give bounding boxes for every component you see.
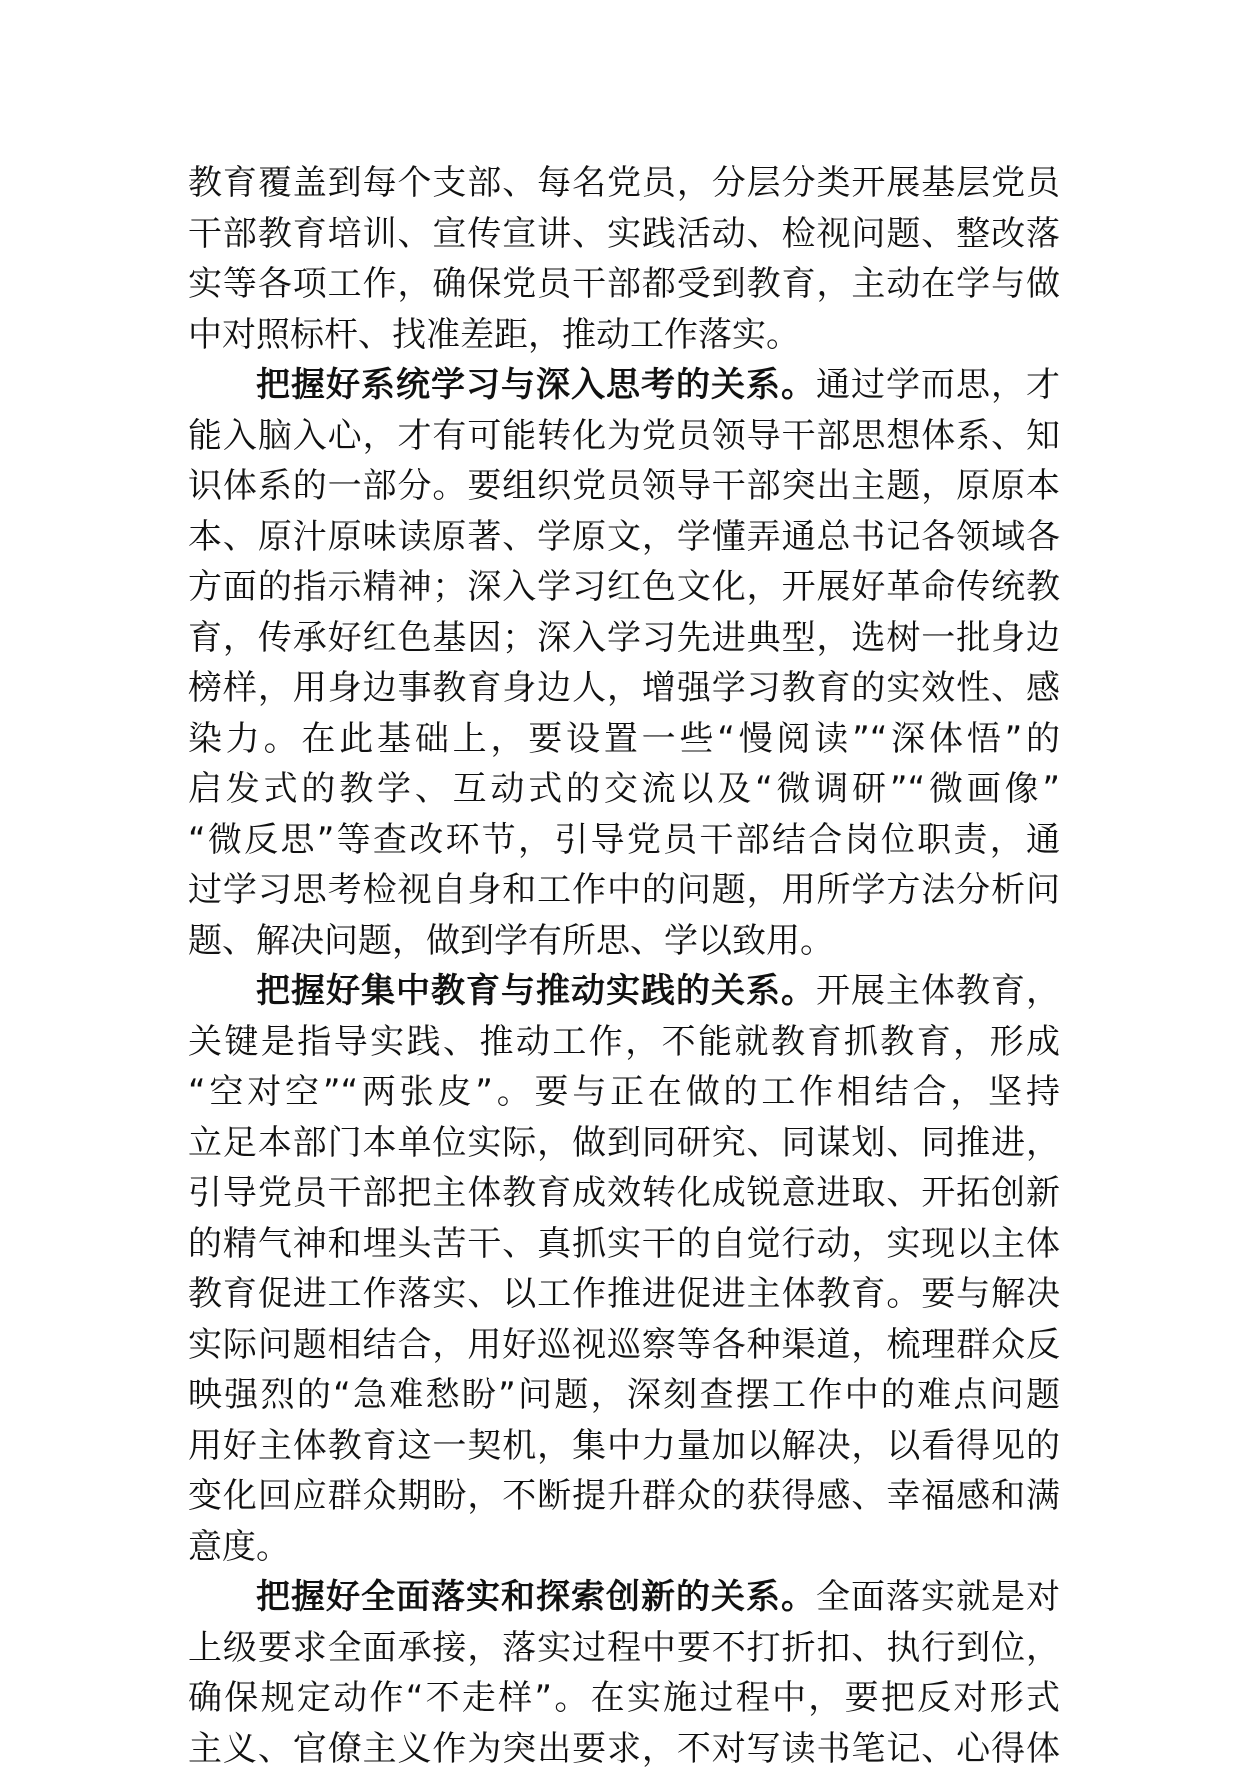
text-line-rest: 全面落实就是对 [816,1577,1060,1617]
text-line: 实际问题相结合，用好巡视巡察等各种渠道，梳理群众反 [188,1320,1060,1371]
text-line: 立足本部门本单位实际，做到同研究、同谋划、同推进， [188,1118,1060,1169]
document-body [188,158,1060,1774]
paragraph-heading: 把握好系统学习与深入思考的关系。 [256,365,816,405]
text-line [188,1572,1060,1623]
text-line: 方面的指示精神；深入学习红色文化，开展好革命传统教 [188,562,1060,613]
paragraph-4 [188,1572,1060,1774]
text-line: 题、解决问题，做到学有所思、学以致用。 [188,916,1060,967]
text-line: 映强烈的“急难愁盼”问题，深刻查摆工作中的难点问题 [188,1370,1060,1421]
text-line: 的精气神和埋头苦干、真抓实干的自觉行动，实现以主体 [188,1219,1060,1270]
paragraph-heading: 把握好全面落实和探索创新的关系。 [256,1577,816,1617]
text-line: 启发式的教学、互动式的交流以及“微调研”“微画像” [188,764,1060,815]
text-line: 教育覆盖到每个支部、每名党员，分层分类开展基层党员 [188,158,1060,209]
text-line: “空对空”“两张皮”。要与正在做的工作相结合，坚持 [188,1067,1060,1118]
text-line-rest: 开展主体教育， [816,971,1060,1011]
paragraph-3 [188,966,1060,1572]
text-line [188,966,1060,1017]
text-line: 育，传承好红色基因；深入学习先进典型，选树一批身边 [188,613,1060,664]
text-line: 染力。在此基础上，要设置一些“慢阅读”“深体悟”的 [188,714,1060,765]
text-line: 识体系的一部分。要组织党员领导干部突出主题，原原本 [188,461,1060,512]
paragraph-2 [188,360,1060,966]
text-line: 用好主体教育这一契机，集中力量加以解决，以看得见的 [188,1421,1060,1472]
text-line: 能入脑入心，才有可能转化为党员领导干部思想体系、知 [188,411,1060,462]
text-line: 干部教育培训、宣传宣讲、实践活动、检视问题、整改落 [188,209,1060,260]
text-line [188,360,1060,411]
text-line: 上级要求全面承接，落实过程中要不打折扣、执行到位， [188,1623,1060,1674]
paragraph-heading: 把握好集中教育与推动实践的关系。 [256,971,816,1011]
text-line: 确保规定动作“不走样”。在实施过程中，要把反对形式 [188,1673,1060,1724]
text-line: 榜样，用身边事教育身边人，增强学习教育的实效性、感 [188,663,1060,714]
text-line: 过学习思考检视自身和工作中的问题，用所学方法分析问 [188,865,1060,916]
text-line: “微反思”等查改环节，引导党员干部结合岗位职责，通 [188,815,1060,866]
paragraph-1 [188,158,1060,360]
text-line: 中对照标杆、找准差距，推动工作落实。 [188,310,1060,361]
text-line: 主义、官僚主义作为突出要求，不对写读书笔记、心得体 [188,1724,1060,1774]
text-line: 实等各项工作，确保党员干部都受到教育，主动在学与做 [188,259,1060,310]
text-line: 教育促进工作落实、以工作推进促进主体教育。要与解决 [188,1269,1060,1320]
text-line: 关键是指导实践、推动工作，不能就教育抓教育，形成 [188,1017,1060,1068]
text-line: 意度。 [188,1522,1060,1573]
text-line-rest: 通过学而思，才 [816,365,1060,405]
text-line: 引导党员干部把主体教育成效转化成锐意进取、开拓创新 [188,1168,1060,1219]
text-line: 变化回应群众期盼，不断提升群众的获得感、幸福感和满 [188,1471,1060,1522]
text-line: 本、原汁原味读原著、学原文，学懂弄通总书记各领域各 [188,512,1060,563]
